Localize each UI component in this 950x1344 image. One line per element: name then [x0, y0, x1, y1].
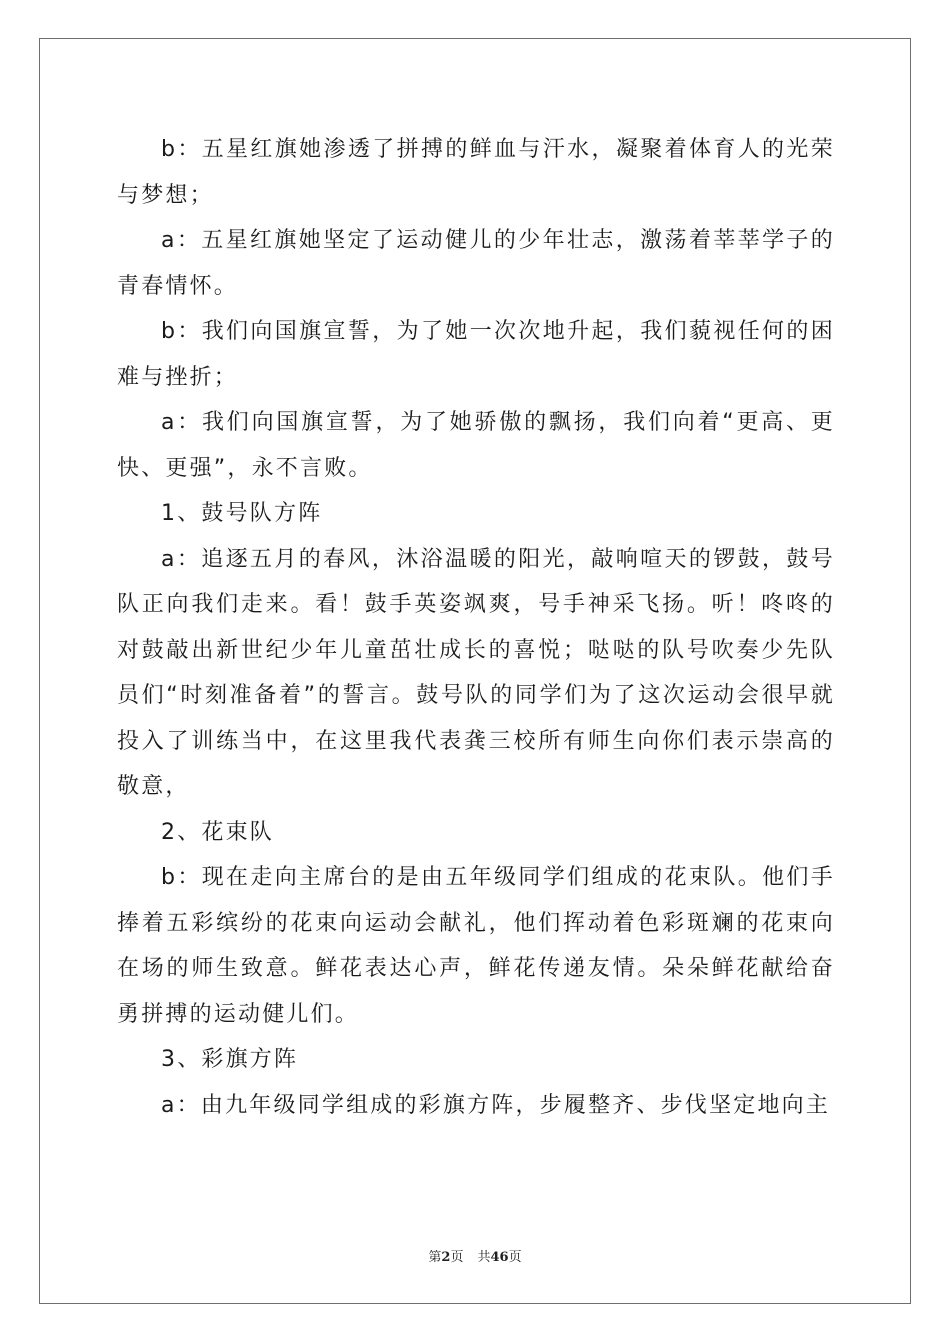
section-heading: 1、鼓号队方阵	[161, 501, 323, 526]
paragraph: b：现在走向主席台的是由五年级同学们组成的花束队。他们手捧着五彩缤纷的花束向运动会献礼，他们挥动着色彩斑斓的花束向在场的师生致意。鲜花表达心声，鲜花传递友情。朵朵鲜花献给奋勇拼搏的运动健儿们。	[117, 865, 835, 1027]
paragraph: a：五星红旗她坚定了运动健儿的少年壮志，激荡着莘莘学子的青春情怀。	[117, 228, 835, 299]
paragraph: a：我们向国旗宣誓，为了她骄傲的飘扬，我们向着“更高、更快、更强”，永不言败。	[117, 410, 835, 481]
paragraph: b：五星红旗她渗透了拼搏的鲜血与汗水，凝聚着体育人的光荣与梦想；	[117, 137, 835, 208]
page-prefix: 第	[428, 1250, 442, 1265]
paragraph: a：由九年级同学组成的彩旗方阵，步履整齐、步伐坚定地向主	[161, 1092, 831, 1118]
page-footer	[0, 1246, 950, 1265]
paragraph: a：追逐五月的春风，沐浴温暖的阳光，敲响喧天的锣鼓，鼓号队正向我们走来。看！鼓手英姿飒爽，号手神采飞扬。听！咚咚的对鼓敲出新世纪少年儿童茁壮成长的喜悦；哒哒的队号吹奏少先队员们“时刻准备着”的誓言。鼓号队的同学们为了这次运动会很早就投入了训练当中，在这里我代表龚三校所有师生向你们表示崇高的敬意，	[117, 546, 835, 799]
total-pages: 46	[490, 1250, 509, 1265]
paragraph: b：我们向国旗宣誓，为了她一次次地升起，我们藐视任何的困难与挫折；	[117, 319, 835, 390]
section-heading: 3、彩旗方阵	[161, 1047, 299, 1072]
total-prefix: 共	[477, 1250, 491, 1265]
total-suffix: 页	[508, 1250, 522, 1265]
page-suffix: 页	[450, 1250, 464, 1265]
page-number: 2	[441, 1250, 451, 1265]
section-heading: 2、花束队	[161, 819, 274, 845]
document-body	[117, 127, 835, 1128]
